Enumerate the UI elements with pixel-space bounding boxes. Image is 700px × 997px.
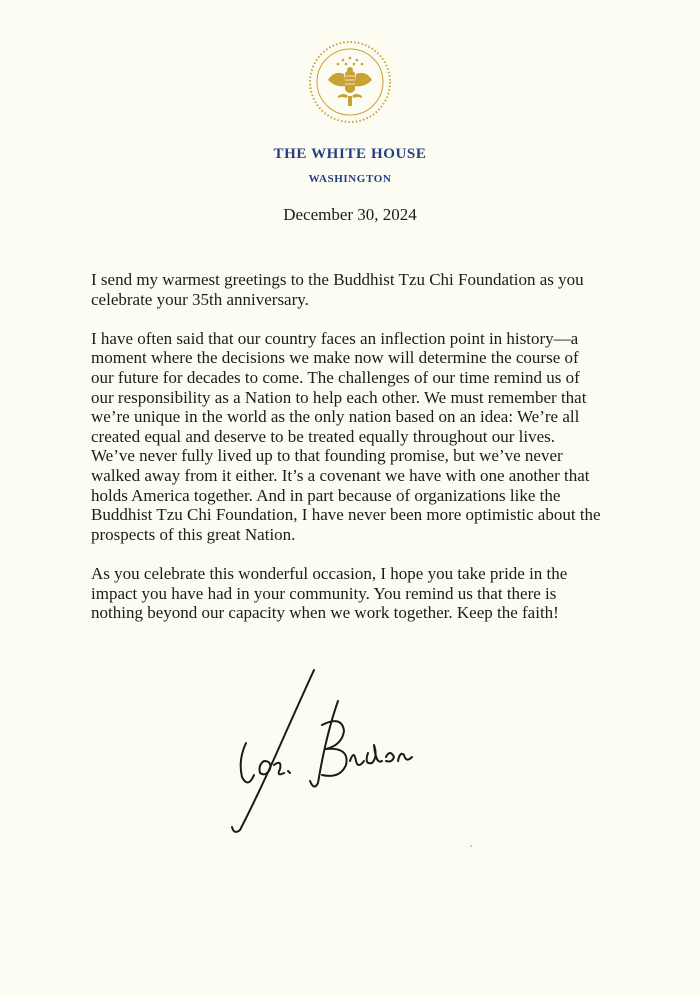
presidential-seal-icon — [308, 40, 392, 124]
letter-date: December 30, 2024 — [283, 205, 417, 224]
paragraph-main: I have often said that our country faces an inflection point in history—a moment where the decisions we make now will determine the course of our future for decades to come. The challenges of our time remind us of our responsibility as a Nation to help each other. We must remember that we’re unique in the world as the only nation based on an idea: We’re all created equal and deserve to be treated equally throughout our lives. We’ve never fully lived up to that founding promise, but we’ve never walked away from it either. It’s a covenant we have with one another that holds America together. And in part because of organizations like the Buddhist Tzu Chi Foundation, I have never been more optimistic about the prospects of this great Nation. — [91, 328, 601, 544]
paper-speck — [470, 845, 472, 847]
paragraph-closing: As you celebrate this wonderful occasion, I hope you take pride in the impact you have had in your community. You remind us that there is nothing beyond our capacity when we work together. Keep the faith! — [91, 563, 568, 623]
paragraph-greeting: I send my warmest greetings to the Buddhist Tzu Chi Foundation as you celebrate your 35th anniversary. — [91, 270, 584, 309]
letterhead-title: THE WHITE HOUSE — [273, 146, 427, 162]
handwritten-signature-icon — [218, 665, 418, 840]
letterhead-subtitle: WASHINGTON — [308, 173, 392, 185]
letter-body — [91, 270, 627, 642]
